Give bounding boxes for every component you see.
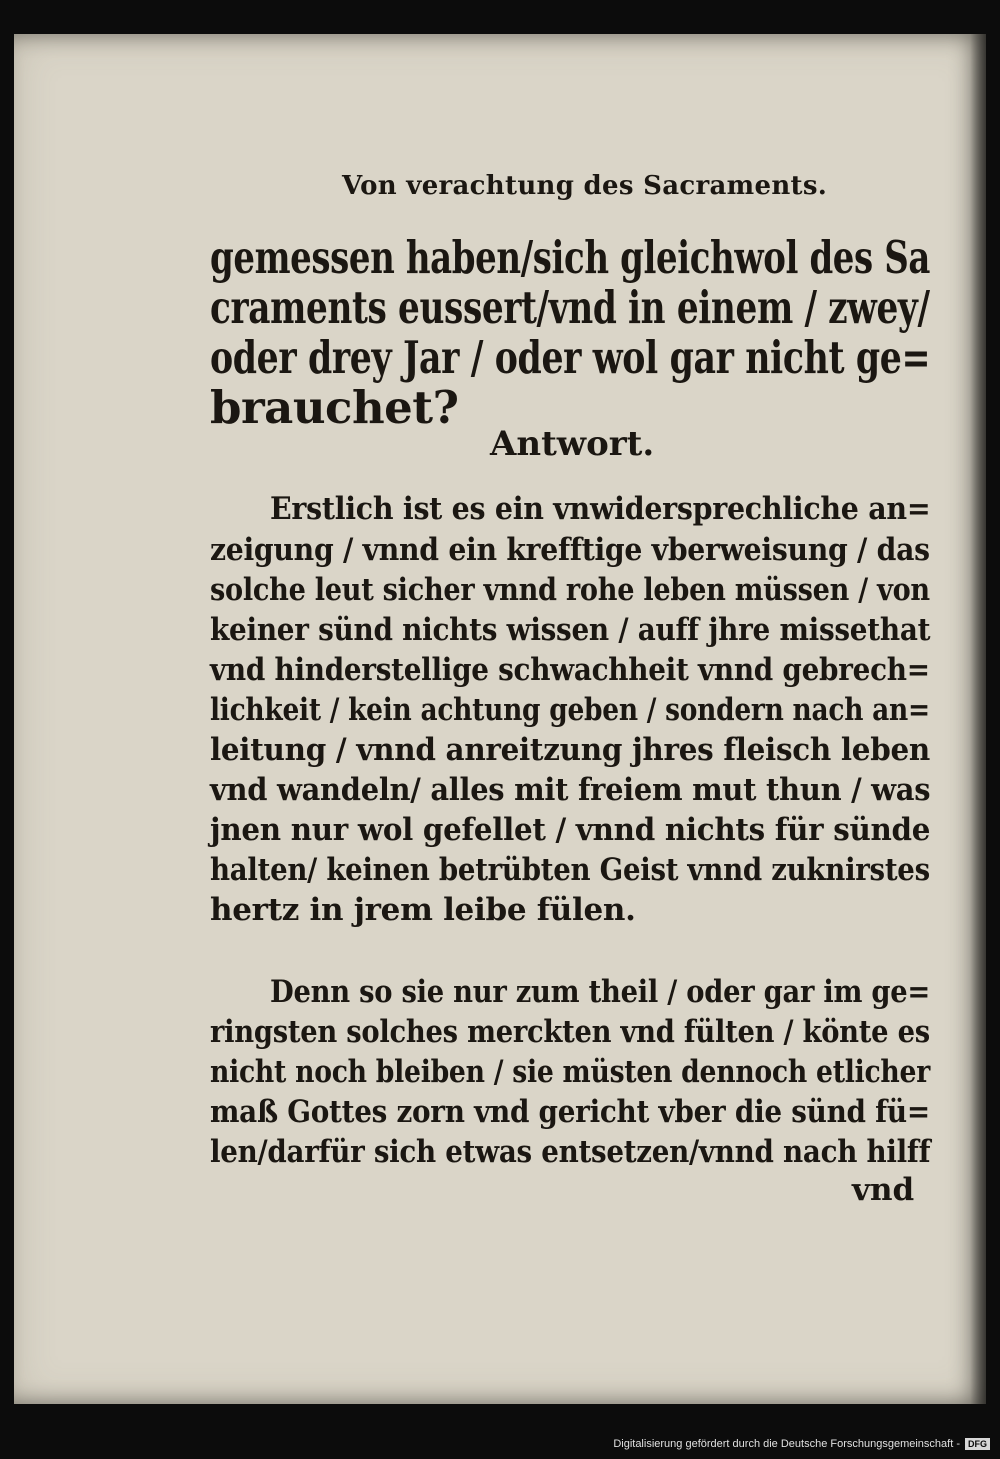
paragraph-line: Denn so sie nur zum theil / oder gar im ge= (270, 974, 931, 1010)
book-page (14, 34, 986, 1404)
question-line: oder drey Jar / oder wol gar nicht ge= (210, 331, 931, 384)
running-head: Von verachtung des Sacraments. (342, 171, 828, 201)
digitization-credit: Digitalisierung gefördert durch die Deutsche Forschungsgemeinschaft - (613, 1438, 960, 1450)
answer-heading: Antwort. (490, 424, 655, 464)
paragraph-line: jnen nur wol gefellet / vnnd nichts für sünde (210, 812, 931, 848)
question-line: craments eussert/vnd in einem / zwey/ (210, 281, 930, 334)
paragraph-line: zeigung / vnnd ein krefftige vberweisung / das (210, 532, 930, 568)
paragraph-line: hertz in jrem leibe fülen. (210, 892, 636, 928)
catchword: vnd (852, 1172, 915, 1208)
question-line: gemessen haben/sich gleichwol des Sa (210, 231, 931, 284)
dfg-logo: DFG (965, 1438, 990, 1450)
paragraph-line: solche leut sicher vnnd rohe leben müssen / von (210, 572, 930, 608)
paragraph-line: halten/ keinen betrübten Geist vnnd zuknirstes (210, 852, 930, 888)
paragraph-line: maß Gottes zorn vnd gericht vber die sünd fü= (210, 1094, 930, 1130)
paragraph-line: leitung / vnnd anreitzung jhres fleisch leben (210, 732, 931, 768)
paragraph-line: vnd hinderstellige schwachheit vnnd gebrech= (210, 652, 930, 688)
page-text (14, 34, 986, 1404)
paragraph-line: Erstlich ist es ein vnwidersprechliche an= (270, 491, 931, 527)
paragraph-line: lichkeit / kein achtung geben / sondern nach an= (210, 692, 930, 728)
paragraph-line: ringsten solches merckten vnd fülten / könte es (210, 1014, 930, 1050)
paragraph-line: nicht noch bleiben / sie müsten dennoch etlicher (210, 1054, 931, 1090)
paragraph-line: vnd wandeln/ alles mit freiem mut thun / was (210, 772, 931, 808)
paragraph-line: keiner sünd nichts wissen / auff jhre missethat (210, 612, 931, 648)
paragraph-line: len/darfür sich etwas entsetzen/vnnd nach hilff (210, 1134, 931, 1170)
question-line: brauchet? (210, 381, 459, 434)
